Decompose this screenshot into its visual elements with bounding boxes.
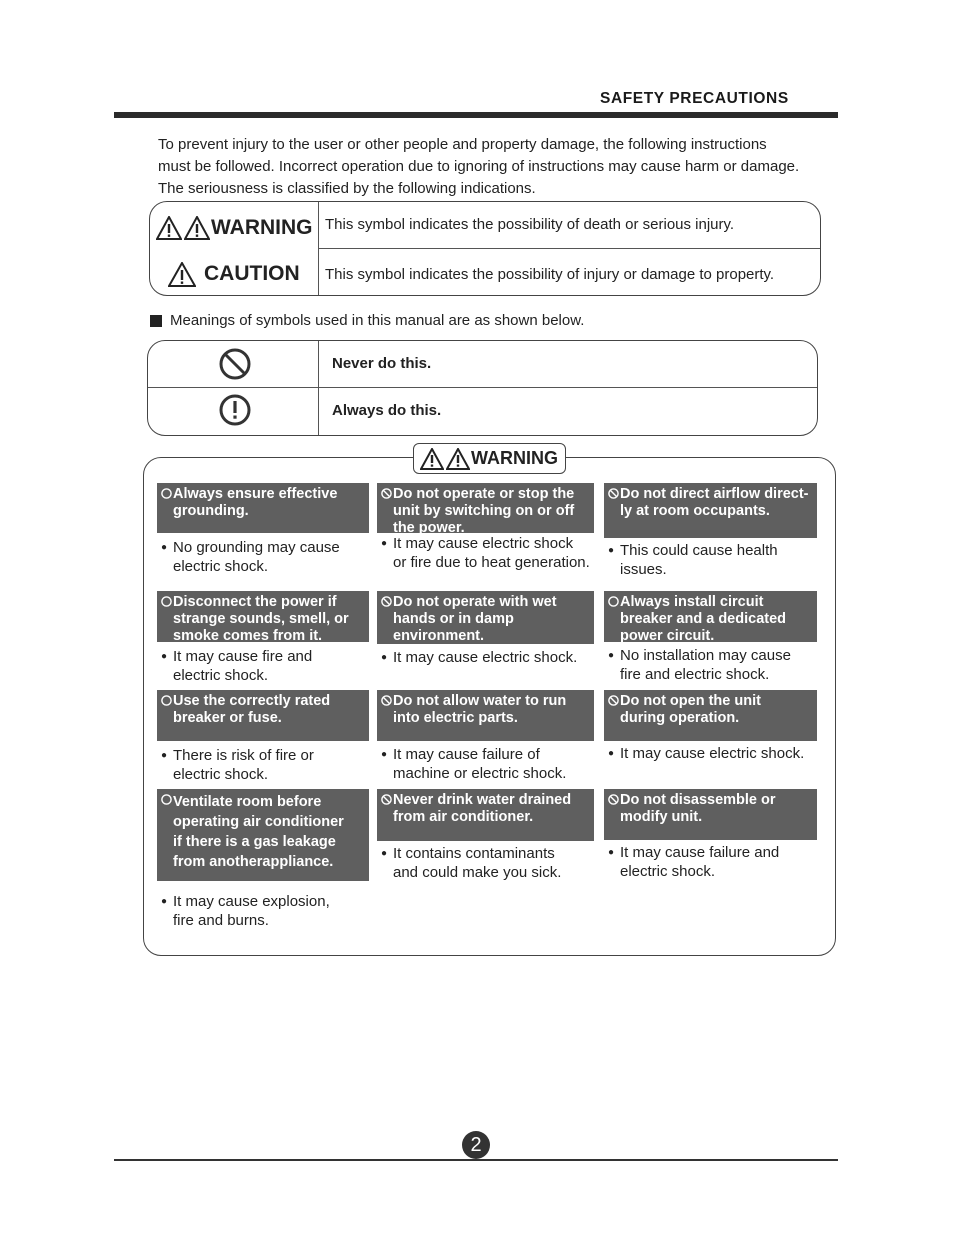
warning-badge xyxy=(413,443,566,474)
card-title xyxy=(377,690,594,741)
bullet-icon: ● xyxy=(161,750,168,761)
bullet-icon: ● xyxy=(608,748,615,759)
card-body xyxy=(377,844,614,882)
card-body-line: No grounding may cause xyxy=(173,539,340,556)
card-title-line: smoke comes from it. xyxy=(173,628,323,644)
card-title xyxy=(377,789,594,841)
card-body xyxy=(157,892,389,930)
table-divider xyxy=(148,387,817,388)
symbols-table xyxy=(147,340,818,436)
circle-icon xyxy=(161,794,172,805)
bullet-icon: ● xyxy=(381,749,388,760)
card-title-line: from air conditioner. xyxy=(393,809,534,825)
card-title-line: Disconnect the power if xyxy=(173,594,337,610)
card-body xyxy=(377,648,614,667)
warning-description: This symbol indicates the possibility of death or serious injury. xyxy=(325,216,735,233)
bullet-icon: ● xyxy=(381,538,388,549)
bullet-icon: ● xyxy=(381,848,388,859)
card-title xyxy=(157,591,369,642)
card-title xyxy=(604,690,817,741)
card-body-line: It may cause failure and xyxy=(620,844,780,861)
card-title-line: Use the correctly rated xyxy=(173,693,331,709)
intro-line: must be followed. Incorrect operation due to ignoring of instructions may cause harm or damage. xyxy=(158,158,800,175)
warning-triangle-icon xyxy=(184,216,210,240)
card-body-line: It contains contaminants xyxy=(393,845,555,862)
footer-rule xyxy=(114,1159,838,1161)
card-title-line: during operation. xyxy=(620,710,740,726)
card-body-line: This could cause health xyxy=(620,542,778,559)
prohibition-icon xyxy=(608,488,619,499)
caution-label-text: CAUTION xyxy=(204,262,300,285)
warning-label-text: WARNING xyxy=(211,216,313,239)
never-do-text: Never do this. xyxy=(332,355,432,372)
caution-label xyxy=(156,256,328,292)
card-title-line: if there is a gas leakage xyxy=(173,834,336,850)
card-title-line: Do not disassemble or xyxy=(620,792,776,808)
card-body xyxy=(377,745,614,783)
card-title-line: hands or in damp xyxy=(393,611,514,627)
card-title-line: Do not open the unit xyxy=(620,693,761,709)
intro-line: To prevent injury to the user or other people and property damage, the following instructions xyxy=(158,136,767,153)
bullet-icon: ● xyxy=(161,896,168,907)
symbols-note-text: Meanings of symbols used in this manual are as shown below. xyxy=(170,312,585,329)
card-title xyxy=(377,483,594,536)
card-title-line: grounding. xyxy=(173,503,249,519)
intro-line: The seriousness is classified by the following indications. xyxy=(158,180,536,197)
card-title-line: unit by switching on or off xyxy=(393,503,575,519)
symbols-note xyxy=(150,312,584,329)
card-title-line: strange sounds, smell, or xyxy=(173,611,349,627)
card-body-line: It may cause fire and xyxy=(173,648,313,665)
card-body-line: or fire due to heat generation. xyxy=(393,554,590,571)
card-body xyxy=(604,744,837,763)
card-body-line: It may cause electric shock xyxy=(393,535,574,552)
intro-paragraph xyxy=(158,134,858,200)
card-body-line: electric shock. xyxy=(173,558,269,575)
warning-triangle-icon xyxy=(420,448,444,470)
bullet-icon: ● xyxy=(608,650,615,661)
warning-triangle-icon xyxy=(446,448,470,470)
bullet-icon: ● xyxy=(381,652,388,663)
card-body xyxy=(157,538,389,576)
card-body-line: issues. xyxy=(620,561,667,578)
card-body-line: It may cause electric shock. xyxy=(393,649,578,666)
page-title: SAFETY PRECAUTIONS xyxy=(600,90,789,107)
card-body xyxy=(377,534,614,572)
card-title xyxy=(157,483,369,533)
prohibition-icon xyxy=(608,695,619,706)
prohibition-icon xyxy=(381,488,392,499)
card-title xyxy=(604,483,817,538)
card-body-line: machine or electric shock. xyxy=(393,765,567,782)
bullet-icon: ● xyxy=(608,545,615,556)
prohibition-icon xyxy=(608,794,619,805)
card-title-line: Do not operate or stop the xyxy=(393,486,575,502)
header-rule xyxy=(114,112,838,118)
card-title xyxy=(604,591,817,642)
card-body-line: It may cause electric shock. xyxy=(620,745,805,762)
prohibition-icon xyxy=(381,596,392,607)
card-body-line: It may cause failure of xyxy=(393,746,540,763)
card-body-line: No installation may cause xyxy=(620,647,791,664)
card-title-line: Always install circuit xyxy=(620,594,764,610)
card-body-line: electric shock. xyxy=(173,766,269,783)
card-title-line: ly at room occupants. xyxy=(620,503,770,519)
table-divider xyxy=(318,248,820,249)
square-bullet-icon xyxy=(150,315,162,327)
indication-table xyxy=(149,201,821,296)
card-title-line: environment. xyxy=(393,628,485,644)
always-do-text: Always do this. xyxy=(332,402,442,419)
warning-badge-text: WARNING xyxy=(471,448,558,468)
prohibition-icon xyxy=(381,794,392,805)
warning-triangle-icon xyxy=(156,216,182,240)
circle-icon xyxy=(608,596,619,607)
card-title xyxy=(157,690,369,741)
caution-triangle-icon xyxy=(168,262,196,287)
card-title-line: from anotherappliance. xyxy=(173,854,334,870)
card-title xyxy=(157,789,369,881)
card-title-line: operating air conditioner xyxy=(173,814,344,830)
card-body xyxy=(604,541,837,579)
card-body-line: and could make you sick. xyxy=(393,864,562,881)
bullet-icon: ● xyxy=(161,542,168,553)
card-title-line: the power. xyxy=(393,520,465,536)
card-title xyxy=(604,789,817,840)
card-title xyxy=(377,591,594,644)
card-title-line: Ventilate room before xyxy=(173,794,322,810)
card-title-line: Always ensure effective xyxy=(173,486,338,502)
prohibition-icon xyxy=(381,695,392,706)
warning-label xyxy=(156,210,316,246)
card-body-line: fire and electric shock. xyxy=(620,666,770,683)
card-title-line: Do not operate with wet xyxy=(393,594,557,610)
page-number: 2 xyxy=(462,1131,490,1159)
caution-description: This symbol indicates the possibility of injury or damage to property. xyxy=(325,266,775,283)
card-body xyxy=(157,647,389,685)
table-divider xyxy=(318,341,319,435)
exclamation-icon xyxy=(219,394,251,426)
card-title-line: Do not direct airflow direct- xyxy=(620,486,809,502)
card-body-line: electric shock. xyxy=(620,863,716,880)
card-body xyxy=(604,843,837,881)
circle-icon xyxy=(161,488,172,499)
card-body-line: It may cause explosion, xyxy=(173,893,330,910)
bullet-icon: ● xyxy=(161,651,168,662)
bullet-icon: ● xyxy=(608,847,615,858)
card-body xyxy=(157,746,389,784)
card-title-line: into electric parts. xyxy=(393,710,518,726)
card-title-line: Never drink water drained xyxy=(393,792,572,808)
card-body-line: There is risk of fire or xyxy=(173,747,314,764)
prohibition-icon xyxy=(219,348,251,380)
card-title-line: modify unit. xyxy=(620,809,703,825)
circle-icon xyxy=(161,695,172,706)
circle-icon xyxy=(161,596,172,607)
card-body-line: fire and burns. xyxy=(173,912,269,929)
card-title-line: breaker and a dedicated xyxy=(620,611,787,627)
card-title-line: Do not allow water to run xyxy=(393,693,567,709)
card-body xyxy=(604,646,837,684)
card-title-line: power circuit. xyxy=(620,628,715,644)
card-title-line: breaker or fuse. xyxy=(173,710,282,726)
card-body-line: electric shock. xyxy=(173,667,269,684)
